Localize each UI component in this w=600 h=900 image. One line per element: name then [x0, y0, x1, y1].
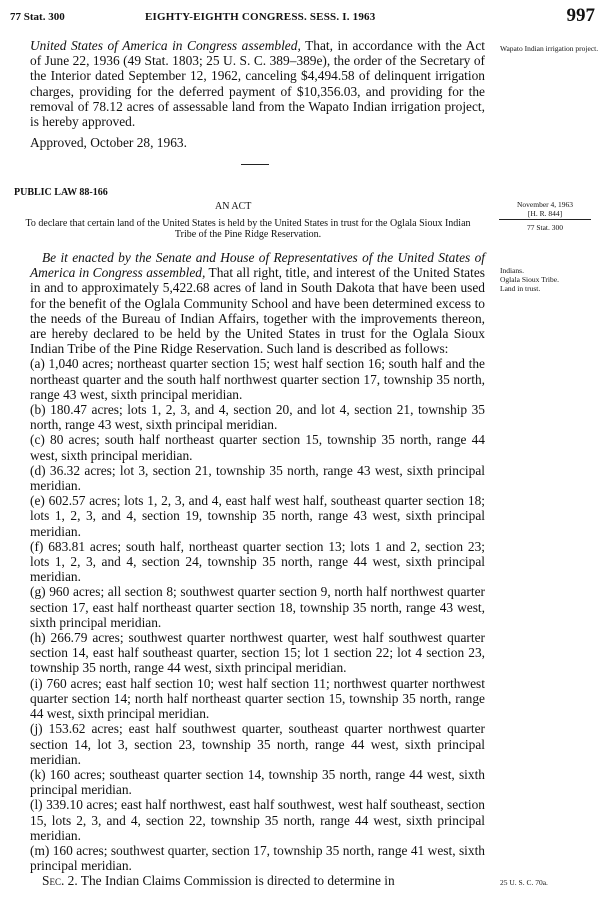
- intro-paragraph: [30, 38, 485, 129]
- public-law-number: PUBLIC LAW 88-166: [14, 187, 108, 198]
- page-number: 997: [566, 5, 595, 26]
- margin-date-block: [505, 200, 585, 218]
- land-parcel: (m) 160 acres; southwest quarter, section 17, township 35 north, range 41 west, sixth principal meridian.: [30, 842, 485, 874]
- header-title: EIGHTY-EIGHTH CONGRESS. SESS. I. 1963: [145, 11, 376, 23]
- enacting-italic: Be it enacted by the Senate and House of Representatives of the United States of America in Congress assembled,: [30, 250, 485, 281]
- act-description: To declare that certain land of the United States is held by the United States in trust for the Oglala Sioux Indian Tribe of the Pine Ridge Reservation.: [25, 218, 471, 240]
- margin-indians: [500, 266, 600, 293]
- margin-note-wapato: Wapato Indian irrigation project.: [500, 44, 599, 53]
- intro-section: [30, 38, 485, 150]
- section-2: [30, 873, 485, 888]
- margin-date: November 4, 1963: [516, 200, 574, 209]
- margin-stat: 77 Stat. 300: [526, 223, 564, 232]
- land-parcel: (f) 683.81 acres; south half, northeast quarter section 13; lots 1 and 2, section 23; lots 1, 2, 3, and 4, section 24, township 35 north, range 44 west, sixth principal meridian.: [30, 538, 485, 585]
- section-2-label: Sec. 2.: [42, 873, 78, 889]
- intro-body: That, in accordance with the Act of June 22, 1936 (49 Stat. 1803; 25 U. S. C. 389–389e), the order of the Secretary of the Interior dated September 12, 1962, canceling $4,494.58 of delinquent irrigation charges, providing for the deferred payment of $10,356.03, and providing for the removal of 78.12 acres of assessable land from the Wapato Indian irrigation project, is hereby approved.: [30, 38, 485, 130]
- land-parcel: (a) 1,040 acres; northeast quarter section 15; west half section 16; south half and the northeast quarter and the south half northwest quarter section 17, township 35 north, range 43 west, sixth principal meridian.: [30, 356, 485, 402]
- margin-bill: [H. R. 844]: [527, 209, 563, 218]
- margin-rule: [499, 219, 591, 220]
- header-citation: 77 Stat. 300: [10, 11, 65, 23]
- enacting-body: That all right, title, and interest of the United States in and to approximately 5,422.68 acres of land in South Dakota that have been used for the benefit of the Oglala Community School and have been determined excess to the needs of the Bureau of Indian Affairs, together with the improvements thereon, are hereby declared to be held by the United States in trust for the Oglala Sioux Indian Tribe of the Pine Ridge Reservation. Such land is described as follows:: [30, 265, 485, 357]
- land-parcel: (k) 160 acres; southeast quarter section 14, township 35 north, range 44 west, sixth principal meridian.: [30, 766, 485, 798]
- parcel-list: [30, 356, 485, 873]
- land-parcel: (e) 602.57 acres; lots 1, 2, 3, and 4, east half west half, southeast quarter section 18; lots 1, 2, 3, and 4, section 19, township 35 north, range 43 west, sixth principal meridian.: [30, 493, 485, 539]
- enacting-clause: [30, 250, 485, 356]
- page-header: [10, 5, 595, 29]
- land-parcel: (l) 339.10 acres; east half northwest, east half southwest, west half southeast, section 15, lots 2, 3, and 4, section 22, township 35 north, range 44 west, sixth principal meridian.: [30, 797, 485, 843]
- margin-indians-3: Land in trust.: [500, 284, 541, 293]
- act-heading: AN ACT: [215, 201, 252, 212]
- land-parcel: (j) 153.62 acres; east half southwest quarter, southeast quarter northwest quarter section 14, lot 3, section 23, township 35 north, range 44 west, sixth principal meridian.: [30, 721, 485, 767]
- land-parcel: (h) 266.79 acres; southwest quarter northwest quarter, west half southwest quarter section 14, east half southeast quarter, section 15; lot 1 section 22; lot 4 section 23, township 35 north, range 44 west, sixth principal meridian.: [30, 630, 485, 676]
- section-divider: [241, 164, 269, 165]
- section-2-body: The Indian Claims Commission is directed to determine in: [77, 873, 395, 889]
- margin-indians-2: Oglala Sioux Tribe.: [500, 275, 559, 284]
- approval-date: Approved, October 28, 1963.: [30, 135, 187, 151]
- land-parcel: (c) 80 acres; south half northeast quarter section 15, township 35 north, range 44 west, sixth principal meridian.: [30, 432, 485, 463]
- margin-usc: 25 U. S. C. 70a.: [500, 878, 548, 887]
- act-body: [30, 250, 485, 889]
- land-parcel: (i) 760 acres; east half section 10; west half section 11; northwest quarter northwest quarter section 14; north half northeast quarter section 15, township 35 north, range 44 west, sixth principal meridian.: [30, 675, 485, 722]
- land-parcel: (g) 960 acres; all section 8; southwest quarter section 9, north half northwest quarter section 17, east half northeast quarter section 18, township 35 north, range 43 west, sixth principal meridian.: [30, 584, 485, 630]
- land-parcel: (b) 180.47 acres; lots 1, 2, 3, and 4, section 20, and lot 4, section 21, township 35 north, range 43 west, sixth principal meridian.: [30, 402, 485, 433]
- intro-italic-lead: United States of America in Congress assembled,: [30, 38, 301, 53]
- land-parcel: (d) 36.32 acres; lot 3, section 21, township 35 north, range 43 west, sixth principal meridian.: [30, 462, 485, 494]
- margin-indians-1: Indians.: [500, 266, 524, 275]
